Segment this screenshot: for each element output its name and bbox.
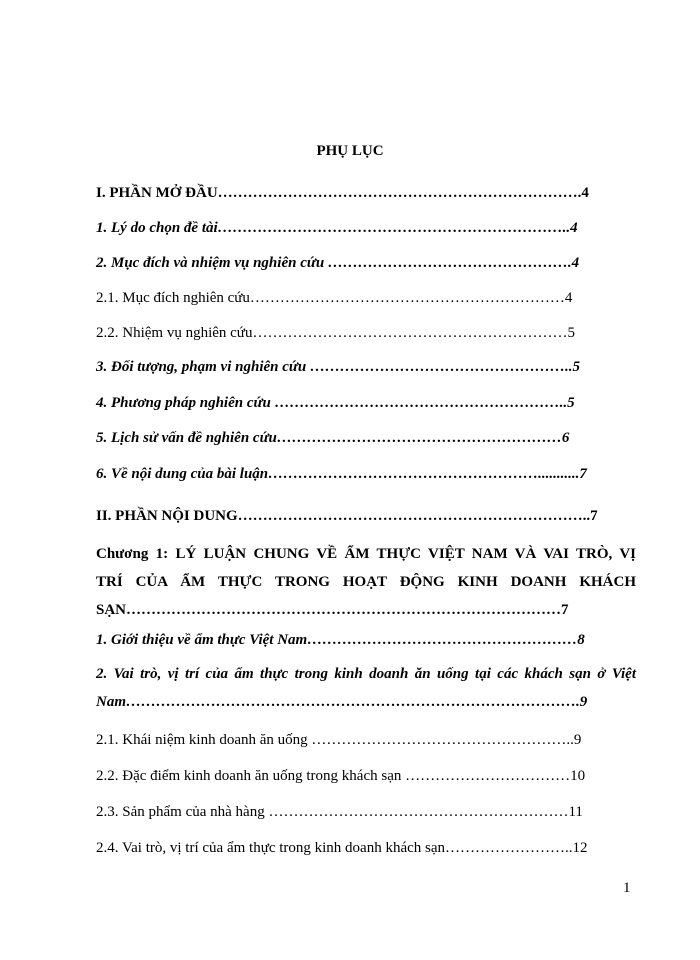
toc-entry-1: 1. Lý do chọn đề tài……………………………………………………………..4 — [96, 220, 578, 236]
toc-entry-chapter-1-2-1: 2.1. Khái niệm kinh doanh ăn uống ……………………………………………..9 — [96, 732, 582, 748]
toc-entry-2-1: 2.1. Mục đích nghiên cứu………………………………………………………4 — [96, 290, 573, 306]
page-number: 1 — [623, 880, 631, 896]
toc-entry-5: 5. Lịch sử vấn đề nghiên cứu…………………………………………………6 — [96, 430, 570, 446]
toc-entry-chapter-1-1: 1. Giới thiệu về ẩm thực Việt Nam………………………………………………8 — [96, 632, 585, 648]
chapter-1-line-3: SẠN……………………………………………………………………………7 — [96, 602, 569, 618]
toc-entry-3: 3. Đối tượng, phạm vi nghiên cứu ……………………………………………..5 — [96, 359, 580, 375]
toc-entry-chapter-1-2 — [96, 660, 636, 716]
toc-entry-chapter-1-2-4: 2.4. Vai trò, vị trí của ẩm thực trong kinh doanh khách sạn……………………..12 — [96, 840, 588, 856]
toc-entry-chapter-1 — [96, 540, 636, 624]
page-title: PHỤ LỤC — [316, 143, 384, 159]
toc-entry-part-2: II. PHẦN NỘI DUNG……………………………………………………………..7 — [96, 508, 598, 524]
toc-entry-6: 6. Về nội dung của bài luận………………………………………………...........7 — [96, 466, 587, 482]
toc-entry-2-2: 2.2. Nhiệm vụ nghiên cứu………………………………………………………5 — [96, 325, 575, 341]
toc-entry-2: 2. Mục đích và nhiệm vụ nghiên cứu ………………………………………….4 — [96, 255, 580, 271]
toc-entry-chapter-1-2-2: 2.2. Đặc điểm kinh doanh ăn uống trong khách sạn ……………………………10 — [96, 768, 586, 784]
chapter-1-line-2: TRÍ CỦA ẨM THỰC TRONG HOẠT ĐỘNG KINH DOANH KHÁCH — [96, 574, 636, 590]
chapter-1-line-1: Chương 1: LÝ LUẬN CHUNG VỀ ẨM THỰC VIỆT NAM VÀ VAI TRÒ, VỊ — [96, 546, 636, 562]
toc-entry-part-1: I. PHẦN MỞ ĐẦU……………………………………………………………….4 — [96, 185, 589, 201]
section-2-line-1: 2. Vai trò, vị trí của ẩm thực trong kinh doanh ăn uống tại các khách sạn ở Việt — [96, 666, 636, 682]
section-2-line-2: Nam……………………………………………………………………………….9 — [96, 694, 588, 710]
toc-entry-chapter-1-2-3: 2.3. Sản phẩm của nhà hàng ……………………………………………………11 — [96, 804, 583, 820]
toc-entry-4: 4. Phương pháp nghiên cứu …………………………………………………..5 — [96, 395, 575, 411]
